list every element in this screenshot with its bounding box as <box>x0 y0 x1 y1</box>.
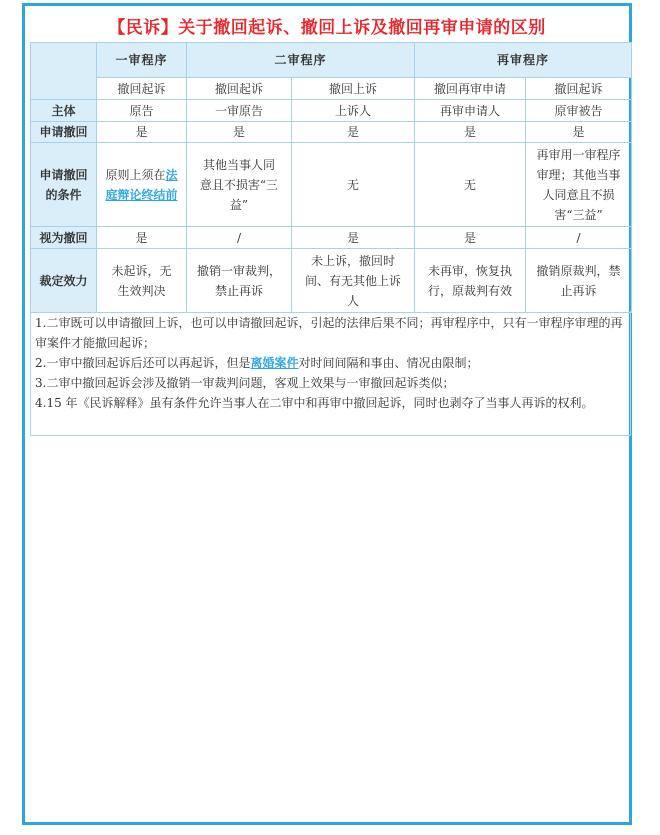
table-cell <box>97 143 187 227</box>
table-cell: 再审申请人 <box>415 100 526 122</box>
group-first-instance: 一审程序 <box>97 43 187 78</box>
table-row-effect <box>31 249 632 313</box>
table-cell: 是 <box>292 122 415 143</box>
row-header: 视为撤回 <box>31 227 97 249</box>
notes-section <box>30 311 631 436</box>
table-cell: 其他当事人同意且不损害“三益” <box>187 143 292 227</box>
column-header: 撤回起诉 <box>187 78 292 100</box>
corner-cell <box>31 43 97 100</box>
table-cell: 上诉人 <box>292 100 415 122</box>
row-header: 裁定效力 <box>31 249 97 313</box>
table-cell: 是 <box>415 122 526 143</box>
table-cell: 未起诉，无生效判决 <box>97 249 187 313</box>
table-cell: 撤销原裁判，禁止再诉 <box>526 249 632 313</box>
table-cell: 未上诉，撤回时间、有无其他上诉人 <box>292 249 415 313</box>
table-cell: 无 <box>415 143 526 227</box>
note-2 <box>35 353 626 373</box>
group-header-row <box>31 43 632 78</box>
table-cell: 是 <box>187 122 292 143</box>
column-header: 撤回起诉 <box>526 78 632 100</box>
column-header: 撤回上诉 <box>292 78 415 100</box>
note-4: 4.15 年《民诉解释》虽有条件允许当事人在二审中和再审中撤回起诉，同时也剥夺了当事人再诉的权利。 <box>35 396 594 410</box>
note-1: 1.二审既可以申请撤回上诉，也可以申请撤回起诉，引起的法律后果不同；再审程序中，只有一审程序审理的再审案件才能撤回起诉； <box>35 316 623 350</box>
table-row-conditions <box>31 143 632 227</box>
condition-text: 原则上须在 <box>105 167 166 182</box>
row-header: 申请撤回 <box>31 122 97 143</box>
comparison-table <box>30 42 632 313</box>
table-cell: 原告 <box>97 100 187 122</box>
note-2-prefix: 2.一审中撤回起诉后还可以再起诉，但是 <box>35 356 251 370</box>
table-cell: 是 <box>415 227 526 249</box>
table-cell: 原审被告 <box>526 100 632 122</box>
table-cell: 是 <box>97 227 187 249</box>
divorce-case-link[interactable]: 离婚案件 <box>250 356 299 370</box>
page-title: 【民诉】关于撤回起诉、撤回上诉及撤回再审申请的区别 <box>108 18 546 38</box>
table-row-subject <box>31 100 632 122</box>
column-header: 撤回起诉 <box>97 78 187 100</box>
note-2-suffix: 对时间间隔和事由、情况由限制； <box>298 356 479 370</box>
table-cell: 无 <box>292 143 415 227</box>
note-3: 3.二审中撤回起诉会涉及撤销一审裁判问题，客观上效果与一审撤回起诉类似； <box>35 376 455 390</box>
table-row-deemed <box>31 227 632 249</box>
page-frame <box>22 3 632 825</box>
table-cell: 再审用一审程序审理；其他当事人同意且不损害“三益” <box>526 143 632 227</box>
table-cell: 是 <box>526 122 632 143</box>
debate-end-link[interactable]: 法庭辩论终结前 <box>105 167 178 202</box>
row-header: 主体 <box>31 100 97 122</box>
column-header: 撤回再审申请 <box>415 78 526 100</box>
table-cell: / <box>526 227 632 249</box>
table-cell: 是 <box>97 122 187 143</box>
table-cell: 是 <box>292 227 415 249</box>
table-cell: 撤销一审裁判，禁止再诉 <box>187 249 292 313</box>
group-retrial: 再审程序 <box>415 43 632 78</box>
table-row-apply <box>31 122 632 143</box>
table-cell: / <box>187 227 292 249</box>
table-cell: 一审原告 <box>187 100 292 122</box>
row-header: 申请撤回的条件 <box>31 143 97 227</box>
table-cell: 未再审，恢复执行，原裁判有效 <box>415 249 526 313</box>
group-second-instance: 二审程序 <box>187 43 415 78</box>
column-header-row <box>31 78 632 100</box>
